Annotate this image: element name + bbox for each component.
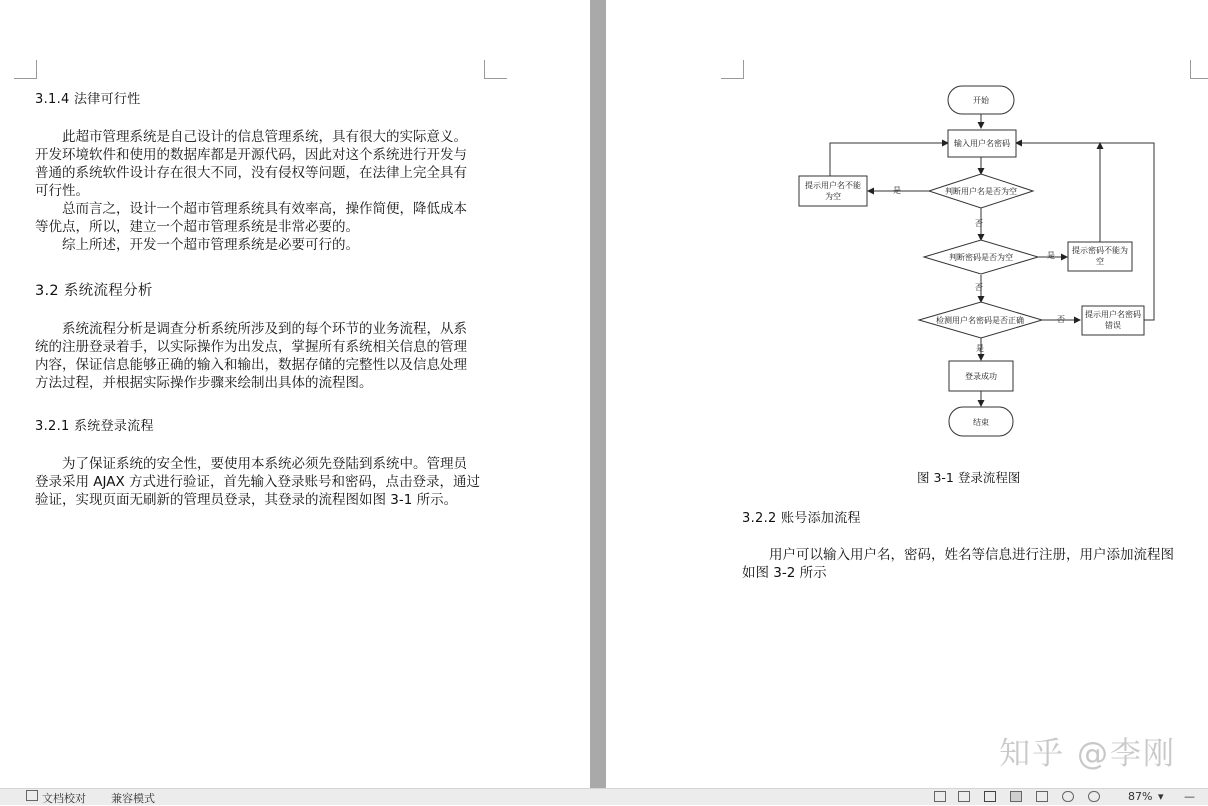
figure-caption: 图 3-1 登录流程图 [917,470,1021,485]
flow-arrow [830,143,948,176]
flow-arrow [1016,143,1154,320]
paragraph-line: 可行性。 [35,183,89,199]
flow-label: 登录成功 [965,372,997,381]
zoom-out-icon[interactable]: — [1184,790,1195,803]
flow-no-label: 否 [975,283,983,292]
paragraph [742,546,1202,582]
zoom-dropdown-icon[interactable]: ▾ [1158,790,1164,803]
checkbox-icon[interactable] [26,790,38,801]
zoom-level[interactable]: 87% [1128,790,1153,803]
paragraph-line: 系统流程分析是调查分析系统所涉及到的每个环节的业务流程，从系 [62,321,467,337]
proofread-button[interactable]: 文档校对 [42,792,86,805]
flow-label: 开始 [973,96,989,105]
reading-view-icon[interactable] [958,791,970,802]
login-flowchart [606,0,1208,460]
flow-label: 空 [1096,257,1104,266]
flow-label: 输入用户名密码 [954,139,1010,148]
flow-label: 检测用户名密码是否正确 [936,316,1024,325]
eye-protect-icon[interactable] [1088,791,1100,802]
flow-label: 判断密码是否为空 [949,253,1013,262]
flow-label: 为空 [825,192,841,201]
paragraph [35,455,495,509]
paragraph-line: 登录采用 AJAX 方式进行验证，首先输入登录账号和密码，点击登录，通过 [35,474,481,490]
flow-yes-label: 是 [893,186,901,195]
watermark: 知乎 @李刚 [999,736,1176,772]
flow-yes-label: 是 [976,344,984,353]
section-heading-3-2: 3.2 系统流程分析 [35,283,153,299]
flow-label: 错误 [1105,321,1121,330]
flow-label: 判断用户名是否为空 [945,187,1017,196]
paragraph-line: 为了保证系统的安全性，要使用本系统必须先登陆到系统中。管理员 [62,456,467,472]
paragraph-line: 此超市管理系统是自己设计的信息管理系统，具有很大的实际意义。 [62,129,467,145]
document-page-left [0,0,590,789]
section-heading-3-2-1: 3.2.1 系统登录流程 [35,419,154,434]
flow-no-label: 否 [975,219,983,228]
flow-no-label: 否 [1057,315,1065,324]
paragraph-line: 总而言之，设计一个超市管理系统具有效率高，操作简便，降低成本 [62,201,467,217]
paragraph-line: 如图 3-2 所示 [742,565,827,581]
page-view-icon[interactable] [1010,791,1022,802]
outline-view-icon[interactable] [1036,791,1048,802]
flow-label: 提示用户名不能 [805,181,861,190]
status-bar [0,788,1208,805]
web-view-icon[interactable] [1062,791,1074,802]
paragraph-line: 方法过程，并根据实际操作步骤来绘制出具体的流程图。 [35,375,373,391]
paragraph-line: 内容，保证信息能够正确的输入和输出，数据存储的完整性以及信息处理 [35,357,467,373]
compat-mode-label: 兼容模式 [111,792,155,805]
paragraph-line: 普通的系统软件设计存在很大不同，没有侵权等问题，在法律上完全具有 [35,165,467,181]
pen-icon[interactable] [984,791,996,802]
crop-mark [484,60,507,79]
paragraph [35,128,495,254]
paragraph-line: 综上所述，开发一个超市管理系统是必要可行的。 [62,237,359,253]
flow-label: 结束 [973,418,989,427]
flow-label: 提示用户名密码 [1085,310,1141,319]
paragraph-line: 验证，实现页面无刷新的管理员登录，其登录的流程图如图 3-1 所示。 [35,492,458,508]
flow-yes-label: 是 [1047,251,1055,260]
paragraph-line: 用户可以输入用户名，密码，姓名等信息进行注册，用户添加流程图 [769,547,1174,563]
paragraph-line: 统的注册登录着手，以实际操作为出发点，掌握所有系统相关信息的管理 [35,339,467,355]
section-heading-3-1-4: 3.1.4 法律可行性 [35,92,141,107]
paragraph-line: 开发环境软件和使用的数据库都是开源代码，因此对这个系统进行开发与 [35,147,467,163]
crop-mark [14,60,37,79]
page-gutter [590,0,606,789]
flow-label: 提示密码不能为 [1072,246,1128,255]
paragraph-line: 等优点，所以，建立一个超市管理系统是非常必要的。 [35,219,359,235]
fullscreen-icon[interactable] [934,791,946,802]
document-page-right [606,0,1208,789]
paragraph [35,320,495,392]
section-heading-3-2-2: 3.2.2 账号添加流程 [742,511,861,526]
